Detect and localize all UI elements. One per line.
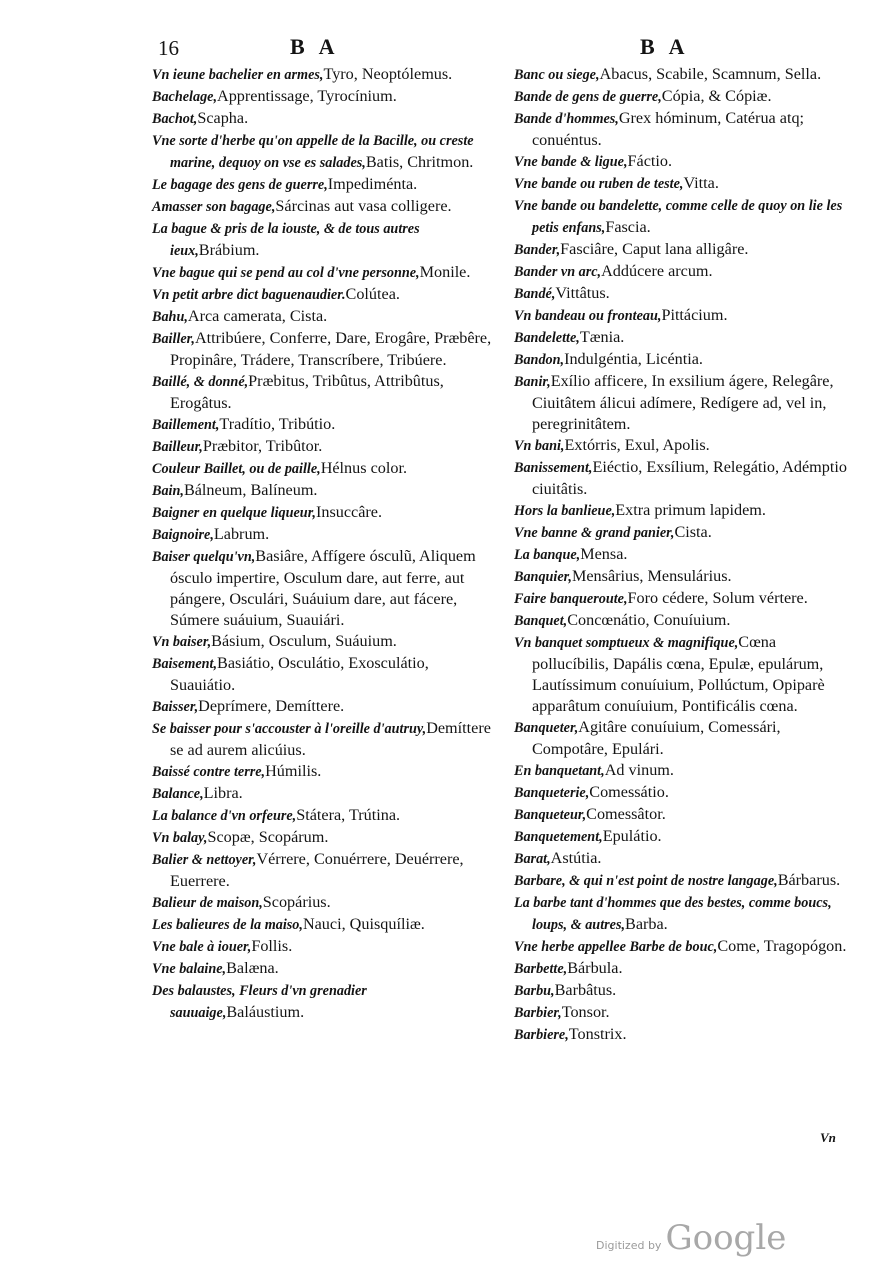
dictionary-entry bbox=[152, 805, 492, 827]
dictionary-entry bbox=[152, 480, 492, 502]
entry-definition: Extra primum lapidem. bbox=[615, 501, 766, 519]
entry-definition: Comessátio. bbox=[589, 783, 669, 801]
dictionary-entry bbox=[514, 588, 848, 610]
entry-definition: Bálneum, Balíneum. bbox=[183, 481, 318, 499]
entry-definition: Basiátio, Osculátio, Exosculátio, Suauiátio. bbox=[170, 654, 429, 694]
dictionary-entry bbox=[152, 130, 492, 174]
dictionary-entry bbox=[514, 239, 848, 261]
digitized-watermark bbox=[596, 1218, 786, 1258]
entry-definition: Batis, Chritmon. bbox=[365, 153, 474, 171]
entry-headword: Baiser quelqu'vn, bbox=[152, 549, 256, 565]
dictionary-entry bbox=[152, 414, 492, 436]
entry-definition: Scopæ, Scopárum. bbox=[207, 828, 329, 846]
entry-definition: Epulátio. bbox=[602, 827, 662, 845]
dictionary-entry bbox=[152, 546, 492, 631]
entry-definition: Monile. bbox=[419, 263, 471, 281]
dictionary-entry bbox=[514, 848, 848, 870]
entry-definition: Eiéctio, Exsílium, Relegátio, Adémptio ciuitâtis. bbox=[532, 458, 847, 498]
dictionary-entry bbox=[152, 631, 492, 653]
dictionary-entry bbox=[152, 980, 492, 1024]
entry-headword: En banquetant, bbox=[514, 763, 605, 779]
dictionary-entry bbox=[514, 980, 848, 1002]
entry-headword: Vne bande ou bandelette, comme celle de quoy on lie les petis enfans, bbox=[514, 198, 843, 236]
entry-definition: Barba. bbox=[625, 915, 668, 933]
dictionary-entry bbox=[514, 522, 848, 544]
entry-headword: Des balaustes, Fleurs d'vn grenadier sauuaige, bbox=[152, 983, 367, 1021]
dictionary-entry bbox=[514, 782, 848, 804]
dictionary-entry bbox=[152, 892, 492, 914]
entry-headword: Barbu, bbox=[514, 983, 555, 999]
dictionary-entry bbox=[514, 870, 848, 892]
dictionary-entry bbox=[514, 610, 848, 632]
entry-definition: Baláustium. bbox=[226, 1003, 305, 1021]
entry-definition: Addúcere arcum. bbox=[601, 262, 713, 280]
dictionary-entry bbox=[514, 717, 848, 760]
left-column bbox=[152, 64, 492, 1024]
dictionary-entry bbox=[514, 760, 848, 782]
entry-definition: Vittâtus. bbox=[555, 284, 610, 302]
entry-headword: Les balieures de la maiso, bbox=[152, 917, 303, 933]
dictionary-entry bbox=[152, 458, 492, 480]
entry-definition: Fascia. bbox=[605, 218, 651, 236]
dictionary-entry bbox=[514, 283, 848, 305]
entry-headword: Le bagage des gens de guerre, bbox=[152, 177, 328, 193]
entry-definition: Deprímere, Demíttere. bbox=[198, 697, 345, 715]
entry-headword: Bachelage, bbox=[152, 89, 218, 105]
entry-definition: Abacus, Scabile, Scamnum, Sella. bbox=[599, 65, 822, 83]
entry-definition: Indulgéntia, Licéntia. bbox=[564, 350, 703, 368]
dictionary-entry bbox=[514, 804, 848, 826]
catchword: Vn bbox=[820, 1130, 836, 1145]
entry-definition: Extórris, Exul, Apolis. bbox=[564, 436, 710, 454]
entry-definition: Libra. bbox=[203, 784, 243, 802]
entry-headword: Vne herbe appellee Barbe de bouc, bbox=[514, 939, 718, 955]
dictionary-entry bbox=[152, 108, 492, 130]
entry-headword: Vn ieune bachelier en armes, bbox=[152, 67, 324, 83]
dictionary-entry bbox=[152, 958, 492, 980]
entry-headword: Vne bague qui se pend au col d'vne personne, bbox=[152, 265, 420, 281]
entry-headword: Baillement, bbox=[152, 417, 220, 433]
entry-headword: Bachot, bbox=[152, 111, 198, 127]
entry-headword: Vn bandeau ou fronteau, bbox=[514, 308, 662, 324]
dictionary-entry bbox=[152, 284, 492, 306]
dictionary-entry bbox=[152, 761, 492, 783]
dictionary-entry bbox=[514, 435, 848, 457]
dictionary-entry bbox=[514, 327, 848, 349]
dictionary-entry bbox=[152, 936, 492, 958]
entry-definition: Tonstrix. bbox=[568, 1025, 627, 1043]
entry-definition: Insuccâre. bbox=[315, 503, 383, 521]
entry-definition: Astútia. bbox=[550, 849, 602, 867]
entry-headword: Banir, bbox=[514, 374, 551, 390]
entry-definition: Tænia. bbox=[579, 328, 625, 346]
dictionary-entry bbox=[514, 371, 848, 435]
entry-headword: Bande de gens de guerre, bbox=[514, 89, 662, 105]
entry-definition: Comessâtor. bbox=[586, 805, 666, 823]
dictionary-entry bbox=[152, 196, 492, 218]
entry-headword: Vne bale à iouer, bbox=[152, 939, 252, 955]
dictionary-entry bbox=[514, 457, 848, 500]
entry-definition: Hélnus color. bbox=[320, 459, 408, 477]
dictionary-entry bbox=[152, 696, 492, 718]
entry-headword: Baisement, bbox=[152, 656, 218, 672]
entry-headword: Baissé contre terre, bbox=[152, 764, 266, 780]
entry-headword: Banquier, bbox=[514, 569, 572, 585]
entry-headword: La balance d'vn orfeure, bbox=[152, 808, 297, 824]
entry-headword: Barbare, & qui n'est point de nostre langage, bbox=[514, 873, 778, 889]
dictionary-entry bbox=[514, 632, 848, 717]
entry-definition: Impediménta. bbox=[327, 175, 418, 193]
entry-headword: Couleur Baillet, ou de paille, bbox=[152, 461, 321, 477]
entry-headword: Baisser, bbox=[152, 699, 199, 715]
entry-headword: Vn banquet somptueux & magnifique, bbox=[514, 635, 739, 651]
entry-definition: Labrum. bbox=[213, 525, 270, 543]
entry-definition: Præbitor, Tribûtor. bbox=[202, 437, 323, 455]
entry-headword: La barbe tant d'hommes que des bestes, comme boucs, loups, & autres, bbox=[514, 895, 832, 933]
entry-headword: Balier & nettoyer, bbox=[152, 852, 257, 868]
entry-definition: Præbitus, Tribûtus, Attribûtus, Erogâtus. bbox=[170, 372, 444, 412]
dictionary-entry bbox=[514, 892, 848, 936]
entry-definition: Agitâre conuíuium, Comessári, Compotâre, Epulári. bbox=[532, 718, 781, 758]
dictionary-entry bbox=[514, 1002, 848, 1024]
entry-headword: Balance, bbox=[152, 786, 204, 802]
entry-headword: Vne bande ou ruben de teste, bbox=[514, 176, 684, 192]
entry-headword: Bandé, bbox=[514, 286, 556, 302]
dictionary-entry bbox=[152, 86, 492, 108]
dictionary-entry bbox=[514, 544, 848, 566]
entry-definition: Cœna pollucíbilis, Dapális cœna, Epulæ, epulárum, Lautíssimum conuíuium, Pollúctum, Opiparè apparâtum conuíuium, Pontificális cœna. bbox=[532, 633, 825, 715]
entry-definition: Barbâtus. bbox=[554, 981, 617, 999]
entry-definition: Vitta. bbox=[683, 174, 719, 192]
entry-headword: Vne sorte d'herbe qu'on appelle de la Bacille, ou creste marine, dequoy on vse es salades, bbox=[152, 133, 474, 171]
entry-headword: Baillé, & donné, bbox=[152, 374, 249, 390]
entry-definition: Come, Tragopógon. bbox=[717, 937, 847, 955]
entry-headword: Bailler, bbox=[152, 331, 195, 347]
entry-definition: Mensa. bbox=[580, 545, 628, 563]
entry-headword: Barat, bbox=[514, 851, 551, 867]
entry-definition: Basiâre, Affígere ósculũ, Aliquem ósculo impertire, Osculum dare, aut ferre, aut pángere, Osculári, Suáuium dare, aut fácere, Súmere suáuium, Suauiári. bbox=[170, 547, 476, 629]
google-logo: Google bbox=[665, 1218, 787, 1258]
entry-headword: La bague & pris de la iouste, & de tous autres ieux, bbox=[152, 221, 420, 259]
dictionary-entry bbox=[152, 827, 492, 849]
entry-definition: Apprentissage, Tyrocínium. bbox=[217, 87, 397, 105]
dictionary-entry bbox=[514, 826, 848, 848]
dictionary-entry bbox=[152, 653, 492, 696]
entry-headword: Bander, bbox=[514, 242, 561, 258]
entry-definition: Foro cédere, Solum vértere. bbox=[627, 589, 808, 607]
entry-definition: Scapha. bbox=[197, 109, 249, 127]
right-column bbox=[514, 64, 848, 1046]
entry-headword: Banquetement, bbox=[514, 829, 603, 845]
entry-definition: Nauci, Quisquíliæ. bbox=[302, 915, 425, 933]
running-head-left: BA bbox=[290, 34, 349, 59]
dictionary-entry bbox=[152, 64, 492, 86]
entry-headword: Barbiere, bbox=[514, 1027, 569, 1043]
entry-headword: Baigner en quelque liqueur, bbox=[152, 505, 316, 521]
entry-headword: Bandon, bbox=[514, 352, 565, 368]
entry-definition: Cista. bbox=[674, 523, 712, 541]
dictionary-entry bbox=[152, 914, 492, 936]
entry-headword: Banissement, bbox=[514, 460, 593, 476]
dictionary-entry bbox=[514, 195, 848, 239]
dictionary-entry bbox=[152, 783, 492, 805]
entry-definition: Húmilis. bbox=[265, 762, 322, 780]
entry-headword: Vn baiser, bbox=[152, 634, 212, 650]
entry-definition: Concœnátio, Conuíuium. bbox=[567, 611, 731, 629]
entry-definition: Tradítio, Tribútio. bbox=[219, 415, 336, 433]
dictionary-entry bbox=[152, 174, 492, 196]
entry-definition: Vérrere, Conuérrere, Deuérrere, Euerrere. bbox=[170, 850, 464, 890]
entry-headword: Banqueterie, bbox=[514, 785, 590, 801]
entry-headword: Balieur de maison, bbox=[152, 895, 263, 911]
dictionary-entry bbox=[152, 436, 492, 458]
entry-headword: Vne banne & grand panier, bbox=[514, 525, 675, 541]
entry-headword: Vne balaine, bbox=[152, 961, 227, 977]
dictionary-entry bbox=[514, 566, 848, 588]
dictionary-entry bbox=[152, 306, 492, 328]
page-number: 16 bbox=[158, 36, 179, 60]
entry-definition: Ad vinum. bbox=[604, 761, 674, 779]
entry-headword: Amasser son bagage, bbox=[152, 199, 276, 215]
dictionary-entry bbox=[514, 305, 848, 327]
dictionary-entry bbox=[514, 151, 848, 173]
entry-definition: Pittácium. bbox=[661, 306, 728, 324]
entry-definition: Bárbarus. bbox=[777, 871, 841, 889]
entry-definition: Follis. bbox=[251, 937, 293, 955]
entry-headword: Baignoire, bbox=[152, 527, 214, 543]
entry-headword: Vn petit arbre dict baguenaudier. bbox=[152, 287, 346, 303]
entry-definition: Grex hóminum, Catérua atq; conuéntus. bbox=[532, 109, 805, 149]
entry-headword: Banqueteur, bbox=[514, 807, 587, 823]
entry-definition: Arca camerata, Cista. bbox=[187, 307, 328, 325]
entry-headword: Bailleur, bbox=[152, 439, 203, 455]
watermark-prefix: Digitized by bbox=[596, 1239, 662, 1252]
entry-headword: Bandelette, bbox=[514, 330, 580, 346]
entry-headword: Vn bani, bbox=[514, 438, 565, 454]
entry-definition: Demíttere se ad aurem alicúius. bbox=[170, 719, 491, 759]
entry-headword: Banc ou siege, bbox=[514, 67, 600, 83]
dictionary-entry bbox=[152, 262, 492, 284]
entry-definition: Cópia, & Cópiæ. bbox=[661, 87, 772, 105]
entry-definition: Scopárius. bbox=[262, 893, 331, 911]
entry-definition: Tonsor. bbox=[561, 1003, 610, 1021]
entry-headword: Vn balay, bbox=[152, 830, 208, 846]
dictionary-entry bbox=[514, 500, 848, 522]
entry-definition: Attribúere, Conferre, Dare, Erogâre, Præbêre, Propinâre, Trádere, Transcríbere, Tribúere. bbox=[170, 329, 492, 369]
entry-headword: Se baisser pour s'accouster à l'oreille d'autruy, bbox=[152, 721, 427, 737]
entry-headword: Hors la banlieue, bbox=[514, 503, 616, 519]
dictionary-entry bbox=[514, 86, 848, 108]
entry-headword: Bander vn arc, bbox=[514, 264, 602, 280]
dictionary-entry bbox=[152, 218, 492, 262]
entry-definition: Mensârius, Mensulárius. bbox=[571, 567, 732, 585]
entry-headword: Barbier, bbox=[514, 1005, 562, 1021]
entry-headword: Banqueter, bbox=[514, 720, 579, 736]
entry-definition: Exílio afficere, In exsilium ágere, Relegâre, Ciuitâtem álicui adímere, Redígere ad, vel in, peregrinitâtem. bbox=[532, 372, 834, 433]
running-head-right: BA bbox=[640, 34, 699, 59]
dictionary-entry bbox=[152, 328, 492, 371]
entry-definition: Tyro, Neoptólemus. bbox=[323, 65, 453, 83]
entry-headword: Bahu, bbox=[152, 309, 188, 325]
dictionary-entry bbox=[514, 936, 848, 958]
dictionary-entry bbox=[514, 958, 848, 980]
entry-definition: Brábium. bbox=[198, 241, 260, 259]
dictionary-entry bbox=[514, 108, 848, 151]
entry-definition: Státera, Trútina. bbox=[296, 806, 401, 824]
dictionary-entry bbox=[152, 371, 492, 414]
entry-definition: Fasciâre, Caput lana alligâre. bbox=[560, 240, 749, 258]
dictionary-entry bbox=[152, 524, 492, 546]
entry-headword: Bande d'hommes, bbox=[514, 111, 619, 127]
entry-definition: Básium, Osculum, Suáuium. bbox=[211, 632, 397, 650]
entry-definition: Fáctio. bbox=[627, 152, 673, 170]
entry-definition: Sárcinas aut vasa colligere. bbox=[275, 197, 452, 215]
dictionary-entry bbox=[152, 718, 492, 761]
entry-headword: Barbette, bbox=[514, 961, 568, 977]
dictionary-entry bbox=[152, 502, 492, 524]
entry-definition: Balæna. bbox=[226, 959, 279, 977]
entry-headword: Vne bande & ligue, bbox=[514, 154, 628, 170]
dictionary-entry bbox=[152, 849, 492, 892]
entry-headword: Bain, bbox=[152, 483, 184, 499]
dictionary-entry bbox=[514, 64, 848, 86]
dictionary-entry bbox=[514, 1024, 848, 1046]
entry-headword: Faire banqueroute, bbox=[514, 591, 628, 607]
dictionary-entry bbox=[514, 173, 848, 195]
dictionary-entry bbox=[514, 261, 848, 283]
entry-headword: La banque, bbox=[514, 547, 581, 563]
dictionary-entry bbox=[514, 349, 848, 371]
entry-definition: Bárbula. bbox=[567, 959, 623, 977]
entry-headword: Banquet, bbox=[514, 613, 568, 629]
entry-definition: Colútea. bbox=[345, 285, 400, 303]
